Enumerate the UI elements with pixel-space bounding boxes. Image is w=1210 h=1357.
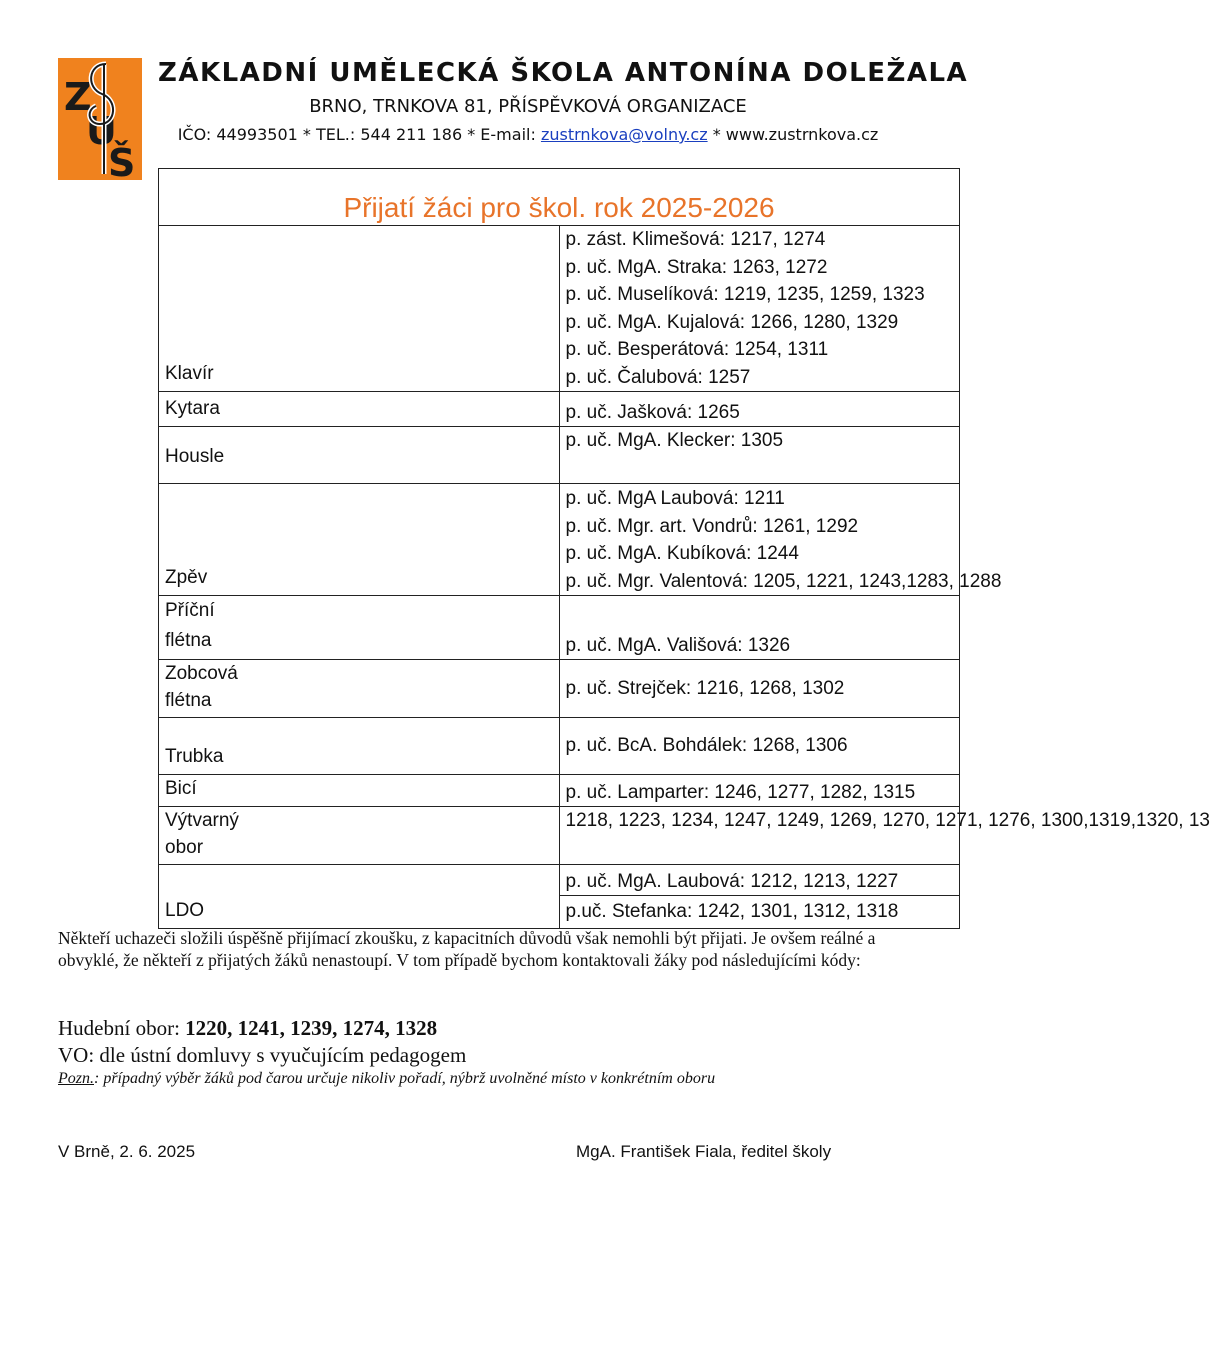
waitlist-note: Někteří uchazeči složili úspěšně přijímací zkoušku, z kapacitních důvodů však nemohli být přijati. Je ovšem reálné a obvyklé, že někteří z přijatých žáků nenastoupí. V tom případě bychom kontaktovali žáky pod následujícími kódy:: [58, 928, 876, 970]
teacher-cell: [559, 484, 1002, 596]
subject-cell: Bicí: [159, 775, 560, 807]
table-row: [159, 226, 960, 392]
table-row: [159, 865, 960, 929]
teacher-line: p. uč. MgA. Laubová: 1212, 1213, 1227: [565, 871, 899, 892]
subject-line: Zobcová: [165, 663, 238, 684]
teacher-cell: [559, 718, 960, 775]
table-row: [159, 775, 960, 807]
teacher-cell: [559, 865, 960, 929]
table-row: [159, 660, 960, 718]
teacher-cell: [559, 596, 960, 660]
table-row: [159, 392, 960, 427]
teacher-line: p. uč. MgA. Klecker: 1305: [565, 430, 784, 451]
teacher-cell: [559, 226, 960, 392]
subject-cell: [159, 596, 560, 660]
pozn-line: [58, 1070, 715, 1088]
teacher-line: p. uč. Jašková: 1265: [565, 401, 740, 423]
svg-text:U: U: [86, 109, 117, 153]
teacher-line: p. uč. Mgr. art. Vondrů: 1261, 1292: [565, 515, 859, 537]
subject-cell: Zpěv: [159, 484, 560, 596]
table-title-row: [159, 169, 960, 226]
subject-cell: [159, 660, 560, 718]
subject-cell: [159, 807, 560, 865]
subject-line: flétna: [165, 630, 212, 651]
subject-cell: Housle: [159, 427, 560, 484]
teacher-line: p. uč. MgA Laubová: 1211: [565, 488, 785, 509]
email-link[interactable]: zustrnkova@volny.cz: [540, 125, 708, 144]
music-waitlist: [58, 1016, 437, 1041]
subject-line: Příční: [165, 600, 215, 621]
teacher-line: p. uč. MgA. Vališová: 1326: [565, 634, 791, 656]
pozn-text: : případný výběr žáků pod čarou určuje nikoliv pořadí, nýbrž uvolněné místo v konkrétním oboru: [94, 1070, 716, 1087]
teacher-cell: [559, 807, 1210, 865]
music-codes: 1220, 1241, 1239, 1274, 1328: [185, 1016, 438, 1040]
svg-text:Z: Z: [64, 75, 92, 119]
teacher-line: p. uč. Besperátová: 1254, 1311: [565, 339, 829, 360]
teacher-line: p. uč. MgA. Kujalová: 1266, 1280, 1329: [565, 311, 899, 333]
table-row: [159, 484, 960, 596]
teacher-line: p. uč. Mgr. Valentová: 1205, 1221, 1243,1283, 1288: [565, 570, 1002, 592]
teacher-line: p. zást. Klimešová: 1217, 1274: [565, 229, 826, 250]
table-title: Přijatí žáci pro škol. rok 2025-2026: [159, 169, 960, 226]
teacher-line: p. uč. MgA. Kubíková: 1244: [565, 543, 799, 564]
teacher-line: p. uč. BcA. Bohdálek: 1268, 1306: [565, 735, 848, 757]
school-name: ZÁKLADNÍ UMĚLECKÁ ŠKOLA ANTONÍNA DOLEŽALA: [158, 58, 969, 88]
school-contact: [158, 125, 898, 144]
teacher-cell: [559, 660, 960, 718]
subject-cell: Klavír: [159, 226, 560, 392]
admissions-table: [158, 168, 1210, 929]
website-text: * www.zustrnkova.cz: [712, 125, 879, 144]
teacher-line: p. uč. Čalubová: 1257: [565, 366, 751, 388]
teacher-line: p. uč. MgA. Straka: 1263, 1272: [565, 256, 828, 278]
subject-line: Výtvarný: [165, 810, 239, 831]
subject-line: obor: [165, 837, 204, 858]
subject-line: flétna: [165, 690, 212, 711]
subject-cell: Trubka: [159, 718, 560, 775]
table-row: [159, 596, 960, 660]
subject-cell: LDO: [159, 865, 560, 929]
teacher-line: 1218, 1223, 1234, 1247, 1249, 1269, 1270, 1271, 1276, 1300,1319,1320, 13: [565, 810, 1210, 831]
teacher-line: p. uč. Strejček: 1216, 1268, 1302: [565, 677, 845, 699]
place-date: V Brně, 2. 6. 2025: [58, 1142, 196, 1161]
teacher-cell: [559, 392, 960, 427]
teacher-cell: [559, 427, 960, 484]
music-label: Hudební obor:: [58, 1016, 180, 1040]
teacher-line: p.uč. Stefanka: 1242, 1301, 1312, 1318: [565, 901, 899, 922]
signature: MgA. František Fiala, ředitel školy: [576, 1142, 832, 1161]
school-address: BRNO, TRNKOVA 81, PŘÍSPĚVKOVÁ ORGANIZACE: [309, 96, 747, 117]
teacher-line: p. uč. Lamparter: 1246, 1277, 1282, 1315: [565, 781, 916, 803]
pozn-label: Pozn.: [58, 1070, 94, 1087]
contact-info: IČO: 44993501 * TEL.: 544 211 186 * E-mail:: [177, 125, 536, 144]
table-row: [159, 807, 960, 865]
vo-line: VO: dle ústní domluvy s vyučujícím pedagogem: [58, 1043, 467, 1067]
table-row: [159, 427, 960, 484]
svg-text:Š: Š: [108, 141, 136, 185]
school-logo: [58, 58, 142, 185]
subject-cell: Kytara: [159, 392, 560, 427]
teacher-line: p. uč. Muselíková: 1219, 1235, 1259, 1323: [565, 284, 925, 305]
teacher-cell: [559, 775, 960, 807]
table-row: [159, 718, 960, 775]
